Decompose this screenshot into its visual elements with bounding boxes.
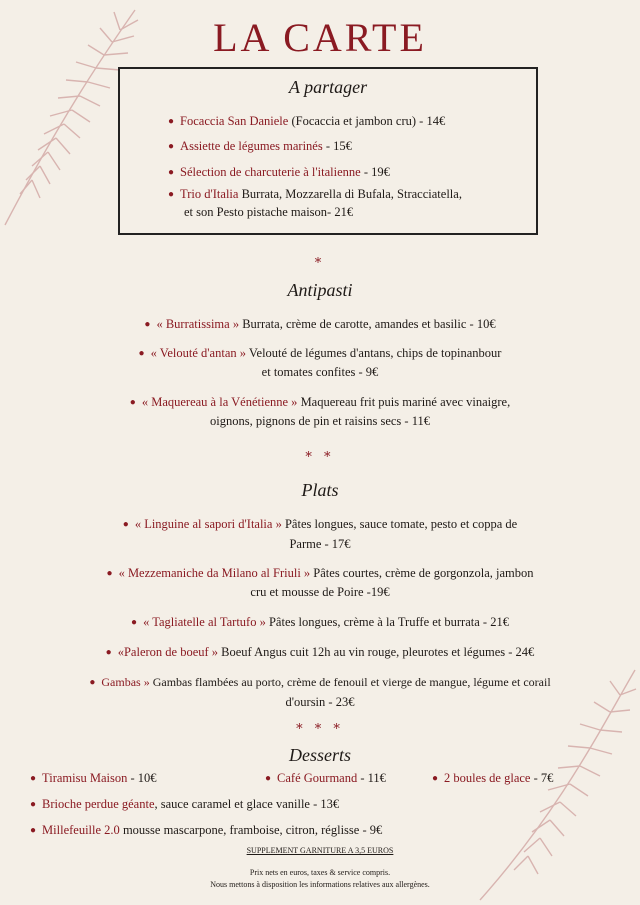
separator: * *	[305, 450, 335, 465]
section-title-desserts: Desserts	[289, 745, 351, 765]
separator: * * *	[296, 722, 344, 737]
menu-item: ● Tiramisu Maison - 10€	[30, 771, 157, 785]
prices-note: Prix nets en euros, taxes & service compris.	[249, 868, 391, 877]
menu-item: ● Brioche perdue géante, sauce caramel et glace vanille - 13€	[30, 797, 340, 811]
menu-item-continuation: cru et mousse de Poire -19€	[250, 585, 390, 599]
bullet-icon: ●	[30, 773, 37, 784]
menu-item: ● «Paleron de boeuf » Boeuf Angus cuit 12h au vin rouge, pleurotes et légumes - 24€	[105, 645, 535, 659]
menu-item-continuation: Parme - 17€	[289, 537, 351, 551]
menu-item: ● « Burratissima » Burrata, crème de carotte, amandes et basilic - 10€	[144, 317, 496, 331]
bullet-icon: ●	[168, 141, 175, 152]
menu-item: ● « Maquereau à la Vénétienne » Maquereau frit puis mariné avec vinaigre,	[129, 395, 511, 409]
bullet-icon: ●	[30, 799, 37, 810]
menu-item-continuation: oignons, pignons de pin et raisins secs - 11€	[209, 414, 430, 428]
bullet-icon: ●	[168, 189, 175, 200]
bullet-icon: ●	[89, 677, 96, 688]
allergens-note: Nous mettons à disposition les informations relatives aux allergènes.	[210, 880, 430, 889]
menu-item: ● Café Gourmand - 11€	[265, 771, 386, 785]
menu-item: ● Millefeuille 2.0 mousse mascarpone, framboise, citron, réglisse - 9€	[30, 823, 383, 837]
menu-item-continuation: d'oursin - 23€	[285, 695, 355, 709]
menu-item-continuation: et tomates confites - 9€	[261, 365, 379, 379]
menu-item: ● Sélection de charcuterie à l'italienne - 19€	[168, 165, 390, 179]
bullet-icon: ●	[168, 167, 175, 178]
bullet-icon: ●	[138, 348, 145, 359]
page-title: LA CARTE	[213, 15, 427, 60]
supplement-note: SUPPLEMENT GARNITURE A 3,5 EUROS	[246, 846, 394, 855]
menu-item: ● « Tagliatelle al Tartufo » Pâtes longues, crème à la Truffe et burrata - 21€	[131, 615, 509, 629]
bullet-icon: ●	[122, 519, 129, 530]
menu-item: ● Trio d'Italia Burrata, Mozzarella di Bufala, Stracciatella,	[168, 187, 462, 201]
bullet-icon: ●	[30, 825, 37, 836]
bullet-icon: ●	[144, 319, 151, 330]
menu-item-continuation: et son Pesto pistache maison- 21€	[184, 205, 354, 219]
separator: *	[314, 256, 326, 271]
menu-item: ● 2 boules de glace - 7€	[432, 771, 554, 785]
menu-item: ● « Linguine al sapori d'Italia » Pâtes longues, sauce tomate, pesto et coppa de	[122, 517, 518, 531]
bullet-icon: ●	[129, 397, 136, 408]
bullet-icon: ●	[131, 617, 138, 628]
bullet-icon: ●	[106, 568, 113, 579]
share-section	[118, 67, 538, 235]
menu-item: ● « Velouté d'antan » Velouté de légumes d'antans, chips de topinanbour	[138, 346, 502, 360]
menu-item: ● Focaccia San Daniele (Focaccia et jambon cru) - 14€	[168, 114, 446, 128]
section-title-a-partager: A partager	[288, 77, 368, 97]
section-title-plats: Plats	[301, 480, 339, 500]
menu-item: ● Assiette de légumes marinés - 15€	[168, 139, 352, 153]
bullet-icon: ●	[168, 116, 175, 127]
menu-item: ● Gambas » Gambas flambées au porto, crème de fenouil et vierge de mangue, légume et corail	[89, 675, 551, 689]
bullet-icon: ●	[265, 773, 272, 784]
bullet-icon: ●	[105, 647, 112, 658]
section-title-antipasti: Antipasti	[287, 280, 353, 300]
menu-item: ● « Mezzemaniche da Milano al Friuli » Pâtes courtes, crème de gorgonzola, jambon	[106, 566, 534, 580]
bullet-icon: ●	[432, 773, 439, 784]
